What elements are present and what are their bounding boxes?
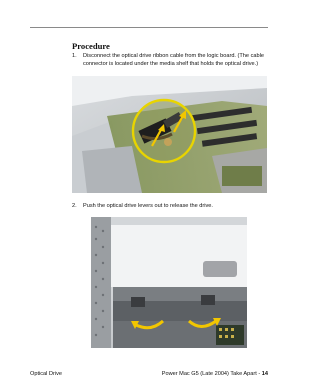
footer-title-text: Power Mac G5 (Late 2004) Take Apart - <box>161 371 262 377</box>
ribbon-cable-photo <box>72 76 267 193</box>
footer-section-name: Optical Drive <box>30 371 63 377</box>
header-rule <box>30 27 268 28</box>
step-1 <box>72 53 272 68</box>
step-2 <box>72 203 272 211</box>
page-number: 14 <box>261 371 268 377</box>
step-number: 2. <box>72 203 77 209</box>
footer-doc-title <box>162 371 268 377</box>
step-text: Push the optical drive levers out to release the drive. <box>83 203 213 209</box>
drive-levers-photo <box>91 217 247 348</box>
procedure-heading: Procedure <box>72 41 110 51</box>
step-number: 1. <box>72 53 77 59</box>
step-text: Disconnect the optical drive ribbon cable from the logic board. (The cable connector is located under the media shelf that holds the optical drive.) <box>83 53 264 67</box>
